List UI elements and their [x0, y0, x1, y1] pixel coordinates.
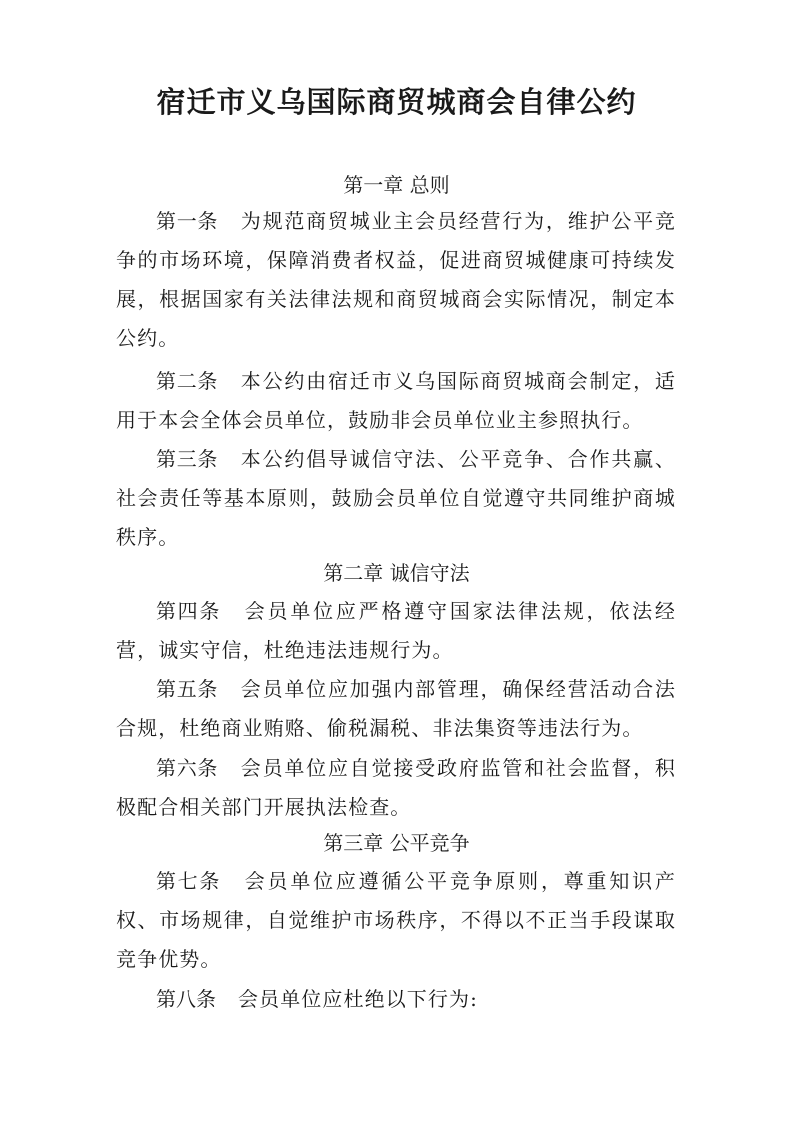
article-5 — [116, 670, 676, 748]
article-label: 第六条 — [156, 756, 219, 780]
article-text: 会员单位应遵循公平竞争原则，尊重知识产权、市场规律，自觉维护市场秩序，不得以不正当手段谋取竞争优势。 — [116, 869, 676, 971]
article-6 — [116, 749, 676, 827]
article-text: 会员单位应自觉接受政府监管和社会监督，积极配合相关部门开展执法检查。 — [116, 756, 677, 819]
article-2 — [116, 362, 676, 440]
article-3 — [116, 440, 676, 557]
chapter-heading-1: 第一章 总则 — [343, 173, 450, 197]
article-label: 第八条 — [156, 987, 216, 1011]
article-label: 第三条 — [156, 447, 219, 471]
article-text: 会员单位应加强内部管理，确保经营活动合法合规，杜绝商业贿赂、偷税漏税、非法集资等违法行为。 — [116, 677, 677, 740]
document-title: 宿迁市义乌国际商贸城商会自律公约 — [156, 85, 637, 119]
article-label: 第七条 — [156, 869, 222, 893]
article-label: 第五条 — [156, 677, 219, 701]
article-8 — [116, 980, 676, 1019]
article-text: 为规范商贸城业主会员经营行为，维护公平竞争的市场环境，保障消费者权益，促进商贸城健康可持续发展，根据国家有关法律法规和商贸城商会实际情况，制定本公约。 — [116, 209, 677, 350]
chapter-heading-2: 第二章 诚信守法 — [323, 561, 470, 585]
article-4 — [116, 592, 676, 670]
article-label: 第一条 — [156, 209, 219, 233]
chapter-heading-3: 第三章 公平竞争 — [323, 831, 470, 855]
article-text: 会员单位应严格遵守国家法律法规，依法经营，诚实守信，杜绝违法违规行为。 — [116, 599, 676, 662]
article-label: 第四条 — [156, 599, 222, 623]
article-label: 第二条 — [156, 369, 219, 393]
article-text: 会员单位应杜绝以下行为: — [238, 987, 478, 1011]
article-1 — [116, 202, 676, 358]
article-7 — [116, 862, 676, 979]
article-text: 本公约由宿迁市义乌国际商贸城商会制定，适用于本会全体会员单位，鼓励非会员单位业主参照执行。 — [116, 369, 677, 432]
article-text: 本公约倡导诚信守法、公平竞争、合作共赢、社会责任等基本原则，鼓励会员单位自觉遵守共同维护商城秩序。 — [116, 447, 677, 549]
